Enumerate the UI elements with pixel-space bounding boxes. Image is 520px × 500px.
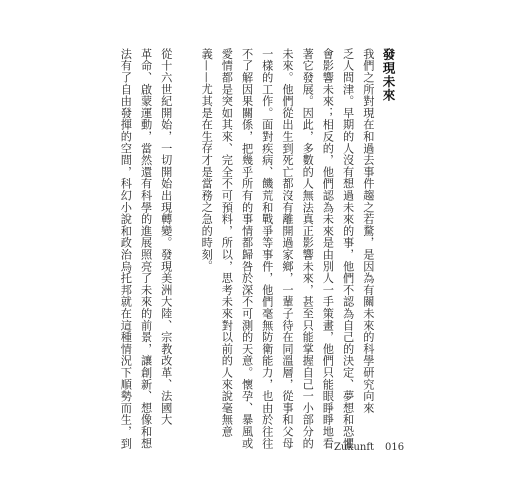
body-line-8: 愛情都是突如其來、完全不可預料，所以，思考未來對以前的人來說毫無意 bbox=[220, 48, 234, 438]
body-line-11: 革命、啟蒙運動，當然還有科學的進展照亮了未來的前景，讓創新、想像和想 bbox=[139, 48, 153, 450]
body-line-1: 我們之所對現在和過去事件趨之若騖，是因為有關未來的科學研究向來 bbox=[361, 48, 375, 414]
body-line-3: 會影響未來；相反的，他們認為未來是由別人一手策畫，他們只能眼睜睜地看 bbox=[321, 48, 335, 450]
section-heading: 發現未來 bbox=[381, 48, 396, 102]
paragraph-gap bbox=[176, 48, 196, 400]
body-line-9: 義——尤其是在生存才是當務之急的時刻。 bbox=[200, 48, 214, 273]
footer-book-title: Zukunft bbox=[334, 442, 375, 453]
footer-page-number: 016 bbox=[385, 442, 405, 453]
body-line-4: 著它發展。因此，多數的人無法真正影響未來，甚至只能掌握自己一小部分的 bbox=[301, 48, 315, 450]
body-line-5: 未來。他們從出生到死亡都沒有離開過家鄉，一輩子待在同溫層，從事和父母 bbox=[280, 48, 294, 450]
body-line-7: 不了解因果關係，把幾乎所有的事情都歸咎於深不可測的天意。懷孕、暴風或 bbox=[240, 48, 254, 450]
body-line-6: 一樣的工作。面對疾病、饑荒和戰爭等事件，他們毫無防衛能力，也由於往往 bbox=[260, 48, 274, 450]
body-line-12: 法有了自由發揮的空間，科幻小說和政治烏托邦就在這種情況下順勢而生，到 bbox=[119, 48, 133, 450]
body-line-10: 從十六世紀開始，一切開始出現轉變。發現美洲大陸、宗教改革、法國大 bbox=[159, 48, 173, 426]
body-line-2: 乏人問津。早期的人沒有想過未來的事，他們不認為自己的決定、夢想和恐懼 bbox=[341, 48, 355, 450]
